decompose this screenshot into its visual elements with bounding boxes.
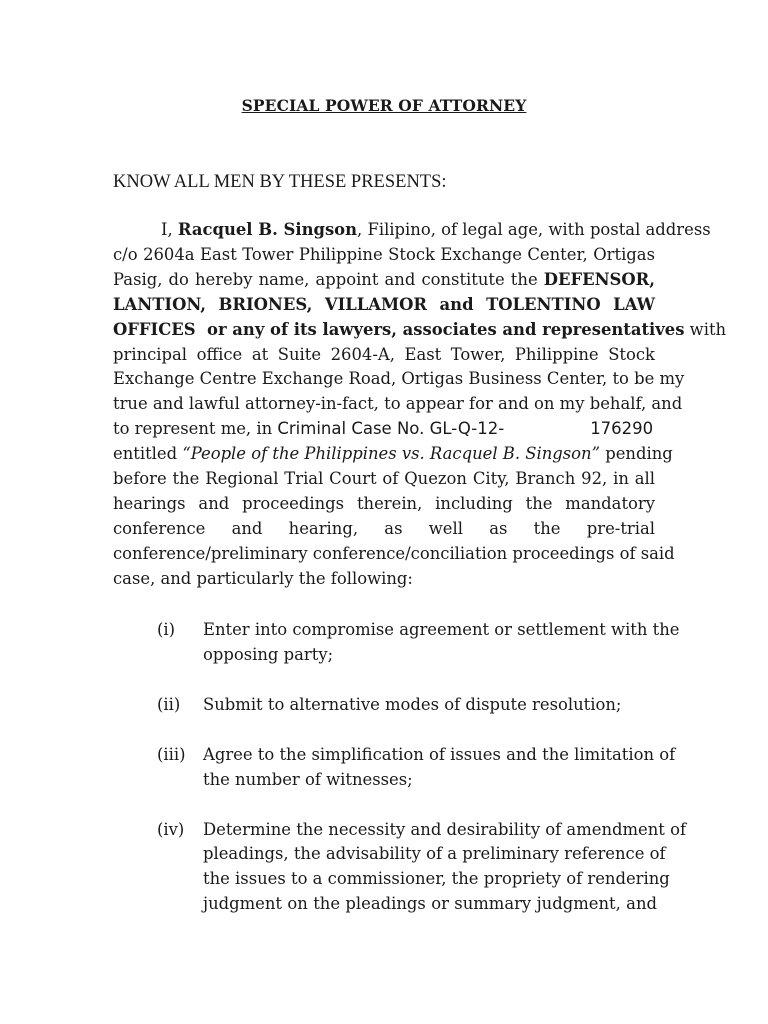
paragraph-line — [113, 442, 673, 467]
list-item-line: pleadings, the advisability of a preliminary reference of — [203, 844, 666, 864]
paragraph-text: pending — [600, 444, 673, 464]
paragraph-line — [113, 417, 655, 442]
list-item-line: the number of witnesses; — [203, 769, 413, 789]
paragraph-line — [113, 268, 655, 293]
list-item-line: Submit to alternative modes of dispute resolution; — [203, 694, 622, 714]
paragraph-line: before the Regional Trial Court of Quezon City, Branch 92, in all — [113, 469, 655, 489]
powers-list — [157, 618, 687, 942]
paragraph-text: with — [684, 319, 727, 339]
list-item — [157, 693, 657, 718]
paragraph-line: c/o 2604a East Tower Philippine Stock Exchange Center, Ortigas — [113, 244, 655, 264]
list-item-line: Enter into compromise agreement or settlement with the — [203, 620, 680, 639]
law-office-name: DEFENSOR, — [543, 269, 655, 289]
paragraph-line: hearings and proceedings therein, including the mandatory — [113, 493, 655, 513]
law-office-name: OFFICES or any of its lawyers, associates and representatives — [113, 319, 685, 339]
list-item-line: Determine the necessity and desirability of amendment of — [203, 819, 687, 839]
list-item-line: Agree to the simplification of issues and the limitation of — [203, 744, 676, 764]
paragraph-line: Exchange Centre Exchange Road, Ortigas Business Center, to be my — [113, 369, 685, 389]
document-title: SPECIAL POWER OF ATTORNEY — [241, 96, 527, 115]
paragraph-text: entitled — [113, 444, 183, 464]
paragraph-line — [113, 293, 655, 318]
paragraph-line: conference/preliminary conference/conciliation proceedings of said — [113, 543, 675, 563]
list-item-line: opposing party; — [203, 644, 334, 664]
paragraph-text: I, — [161, 220, 178, 239]
case-title: “People of the Philippines vs. Racquel B. Singson” — [182, 444, 600, 464]
list-item — [157, 743, 676, 793]
opening-clause: KNOW ALL MEN BY THESE PRESENTS: — [113, 172, 447, 192]
list-item-number: (ii) — [157, 694, 181, 714]
list-item-line: judgment on the pleadings or summary judgment, and — [203, 894, 657, 914]
main-paragraph — [113, 218, 727, 592]
case-number-prefix: Criminal Case No. GL-Q-12- — [277, 419, 505, 439]
list-item-number: (i) — [157, 620, 176, 639]
paragraph-line: true and lawful attorney-in-fact, to appear for and on my behalf, and — [113, 394, 683, 414]
list-item — [157, 618, 680, 668]
paragraph-text: Pasig, do hereby name, appoint and constitute the — [113, 269, 544, 289]
list-item-number: (iv) — [157, 819, 185, 839]
paragraph-text: to represent me, in — [113, 419, 278, 439]
paragraph-line — [113, 218, 711, 243]
paragraph-line: case, and particularly the following: — [113, 568, 413, 588]
list-item-line: the issues to a commissioner, the propriety of rendering — [203, 869, 670, 889]
law-office-name: LANTION, BRIONES, VILLAMOR and TOLENTINO LAW — [113, 294, 655, 314]
principal-name: Racquel B. Singson — [177, 220, 358, 239]
list-item — [157, 818, 687, 918]
case-number: 176290 — [590, 419, 654, 439]
paragraph-line: conference and hearing, as well as the pre-trial — [113, 518, 655, 538]
paragraph-line — [113, 318, 727, 343]
paragraph-line: principal office at Suite 2604-A, East Tower, Philippine Stock — [113, 344, 655, 364]
paragraph-text: , Filipino, of legal age, with postal address — [357, 220, 711, 239]
list-item-number: (iii) — [157, 744, 186, 764]
